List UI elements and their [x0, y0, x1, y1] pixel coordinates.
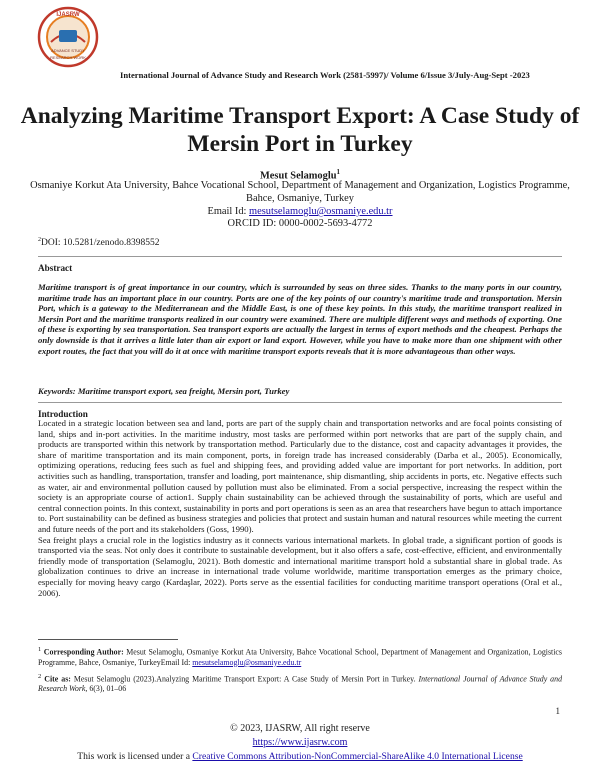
introduction-heading: Introduction — [38, 409, 88, 419]
logo-lower: RESEARCH WORK — [50, 55, 86, 60]
introduction-body — [38, 418, 562, 598]
fn1-num: 1 — [38, 646, 42, 653]
website-line — [0, 737, 600, 748]
footnote-rule — [38, 639, 178, 640]
divider-keywords — [38, 402, 562, 403]
logo-title: IJASRW — [56, 12, 80, 18]
title-line-2: Mersin Port in Turkey — [187, 131, 413, 157]
footnotes — [38, 645, 562, 698]
fn2-text: Mesut Selamoglu (2023).Analyzing Maritime Transport Export: A Case Study of Mersin Port in Turkey. — [70, 674, 419, 684]
author-email-link[interactable]: mesutselamoglu@osmaniye.edu.tr — [249, 206, 393, 217]
page-number: 1 — [555, 706, 560, 716]
footnote-2 — [38, 672, 562, 695]
author-sup: 1 — [336, 168, 340, 176]
email-label: Email Id: — [207, 206, 250, 217]
journal-logo — [37, 6, 99, 68]
paper-title — [20, 102, 580, 158]
keywords: Keywords: Maritime transport export, sea freight, Mersin port, Turkey — [38, 386, 290, 396]
fn1-text: Mesut Selamoglu, Osmaniye Korkut Ata University, Bahce Vocational School, Department of Management and Organization, Logistics Programme, Bahce, Osmaniye, TurkeyEmail Id: — [38, 647, 562, 667]
abstract-text: Maritime transport is of great importance in our country, which is surrounded by seas on three sides. Thanks to the many ports in our country, maritime trade has an important place in our country. Ports are one of the key points of our country's maritime trade and transportation. Mersin Port, which is a gateway to the Mediterranean and the Middle East, is one of these key points. In this study, the maritime transport realized in Mersin Port and the maritime transports realized in our country were examined. There are multiple different ways and methods of exporting. One of these is exporting by sea transportation. Sea transport exports are actually the largest in terms of export methods and the cheapest. Perhaps the only downside is that it arrives a little later than air export or land export. However, while you have to make more than one shipment with other export routes, the fact that you will do it at once with maritime transport exports reveals that it is more advantageous than other ways. — [38, 282, 562, 356]
orcid: ORCID ID: 0000-0002-5693-4772 — [227, 218, 373, 229]
doi-sup: 2 — [38, 237, 41, 243]
intro-paragraph-2: Sea freight plays a crucial role in the logistics industry as it connects various international markets. In global trade, a significant portion of goods is transported via the seas. Not only does it contribute to sustainable development, but it also offers a safe, cost-effective, efficient, and environmentally friendly mode of transportation (Selamoglu, 2021). Both domestic and international maritime transport hold a substantial share in global trade. As globalization continues to drive an increase in international trade volume worldwide, maritime transportation emerges as the primary choice, especially for moving heavy cargo (Kardaşlar, 2022). Ports serve as the essential facilities for conducting maritime transport operations (Oral et al., 2006). — [38, 534, 562, 598]
doi-text: DOI: 10.5281/zenodo.8398552 — [41, 238, 160, 249]
fn2-journal: International Journal of Advance Study and Research Work — [38, 674, 563, 694]
fn2-label: Cite as: — [44, 674, 71, 684]
fn1-label: Corresponding Author: — [43, 647, 124, 657]
footnote-1 — [38, 645, 562, 668]
fn2-num: 2 — [38, 672, 42, 680]
license-line — [0, 751, 600, 762]
fn1-email-link[interactable]: mesutselamoglu@osmaniye.edu.tr — [192, 657, 302, 667]
title-line-1: Analyzing Maritime Transport Export: A Case Study of — [20, 103, 580, 129]
abstract-heading: Abstract — [38, 263, 73, 273]
intro-paragraph-1: Located in a strategic location between sea and land, ports are part of the supply chain and transportation networks and are focal points consisting of land, ships and in-port activities. In the maritime industry, most tasks are performed within port networks that are part of the supply chain, and products are transported within this network by transportation method. Particularly due to the distance, cost and capacity advantages it provides, the share of maritime transportation and its main component, ports, in foreign trade has increased considerably (Darba et al., 2005). Economically, optimizing operations, reducing fees such as fuel and shipping fees, and providing added value are important for port networks. In addition, port activities such as handling, transportation, transfer and loading, port maintenance, ship dismantling, ship accidents in ports, etc. Negative effects such as water, air and environmental pollution caused by pollution must also be eliminated. From a social perspective, increasing the respect within the society is an appropriate course of action1. Supply chain sustainability can be achieved through the sustainability of ports, which are useful and central connection points. In this context, sustainability in ports and port operations is seen as an area that researchers have begun to attach importance to. Port sustainability can be defined as business strategies and policies that protect and sustain human and natural resources while meeting the current and future needs of the port and its stakeholders (Goss, 1990). — [38, 418, 562, 534]
license-link[interactable]: Creative Commons Attribution-NonCommercial-ShareAlike 4.0 International License — [192, 751, 523, 762]
website-link[interactable]: https://www.ijasrw.com — [252, 737, 348, 748]
doi — [38, 237, 159, 248]
affiliation: Osmaniye Korkut Ata University, Bahce Vocational School, Department of Management and Organization, Logistics Programme, Bahce, Osmaniye, Turkey — [30, 180, 570, 204]
author-email-line — [20, 206, 580, 219]
logo-subtext: ADVANCE STUDY — [51, 48, 85, 53]
journal-header: International Journal of Advance Study and Research Work (2581-5997)/ Volume 6/Issue 3/July-Aug-Sept -2023 — [120, 70, 530, 80]
divider-top — [38, 256, 562, 257]
license-prefix: This work is licensed under a — [77, 751, 193, 762]
author-text: Mesut Selamoglu — [260, 170, 337, 182]
fn2-tail: , 6(3), 01–06 — [85, 684, 127, 694]
copyright: © 2023, IJASRW, All right reserve — [230, 723, 370, 734]
